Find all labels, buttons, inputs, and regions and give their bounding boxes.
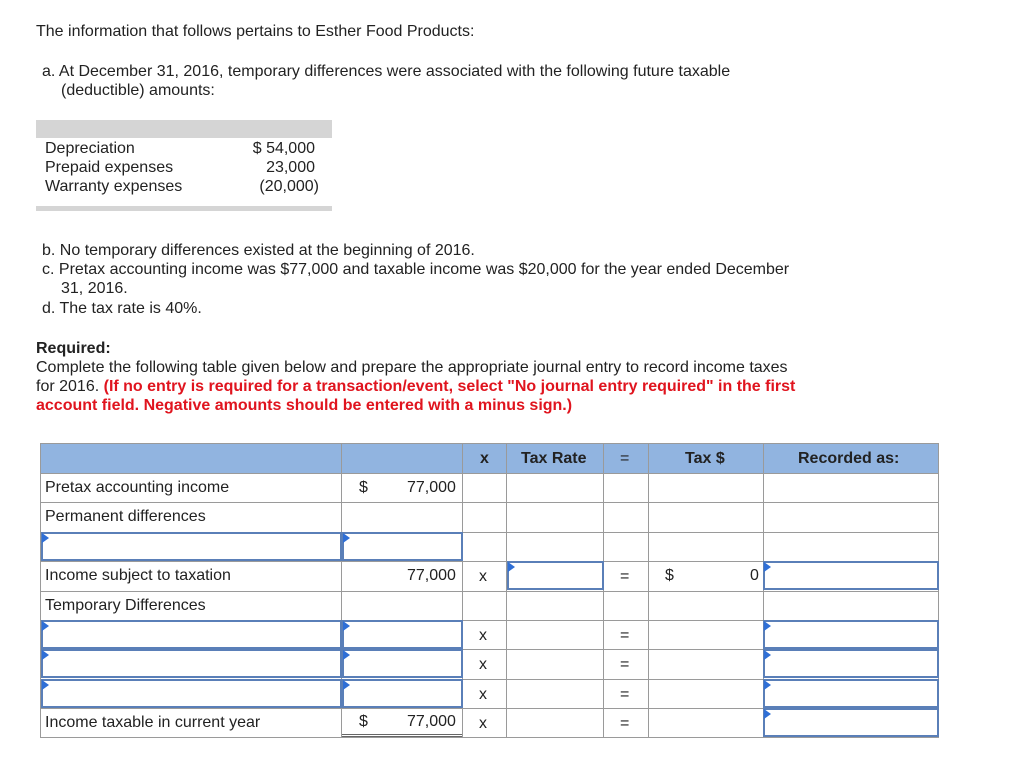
equals-sign: = (620, 627, 630, 644)
tax-amount: 0 (750, 567, 759, 584)
pretax-label: Pretax accounting income (45, 479, 230, 496)
recorded-as-input[interactable] (763, 649, 939, 678)
permanent-amount-input[interactable] (342, 532, 463, 561)
required-line2-red: (If no entry is required for a transaction/event, select "No journal entry required" in the first (103, 378, 796, 395)
current-amount: 77,000 (407, 713, 456, 730)
small-table-row (45, 140, 325, 160)
temp-diff-amount-input[interactable] (342, 679, 463, 708)
equals-sign: = (620, 715, 630, 732)
small-table-row (45, 159, 325, 179)
temp-diff-amount-input[interactable] (342, 649, 463, 678)
tax-dollar-sign: $ (665, 567, 674, 584)
item-a-line2: (deductible) amounts: (61, 82, 215, 99)
double-underline (342, 734, 462, 737)
row-value: $ 54,000 (252, 140, 315, 157)
header-x: x (480, 450, 489, 467)
temporary-differences-label: Temporary Differences (45, 597, 206, 614)
small-table-row (45, 178, 325, 198)
equals-sign: = (620, 686, 630, 703)
equals-sign: = (620, 656, 630, 673)
required-line1: Complete the following table given below and prepare the appropriate journal entry to record income taxes (36, 359, 788, 376)
item-a-line1: a. At December 31, 2016, temporary differences were associated with the following future taxable (42, 63, 731, 80)
required-heading: Required: (36, 340, 111, 357)
required-line2 (36, 377, 795, 396)
permanent-account-input[interactable] (41, 532, 342, 561)
tax-worksheet-table (40, 443, 939, 738)
temp-diff-account-input[interactable] (41, 679, 342, 708)
pretax-amount: 77,000 (407, 479, 456, 496)
small-table-top-band (36, 120, 332, 138)
header-recorded-as: Recorded as: (798, 450, 900, 467)
row-value: (20,000) (259, 178, 319, 195)
recorded-as-input[interactable] (763, 708, 939, 737)
header-equals: = (620, 450, 630, 467)
temp-diff-amount-input[interactable] (342, 620, 463, 649)
item-c-line1: c. Pretax accounting income was $77,000 and taxable income was $20,000 for the year ended December (42, 261, 790, 278)
intro-text: The information that follows pertains to Esther Food Products: (36, 23, 475, 40)
times-sign: x (479, 568, 487, 585)
current-dollar-sign: $ (359, 713, 368, 730)
item-b: b. No temporary differences existed at the beginning of 2016. (42, 242, 475, 259)
times-sign: x (479, 627, 487, 644)
item-c-line2: 31, 2016. (61, 280, 128, 297)
times-sign: x (479, 715, 487, 732)
item-d: d. The tax rate is 40%. (42, 300, 202, 317)
times-sign: x (479, 656, 487, 673)
required-line2-plain: for 2016. (36, 378, 100, 395)
tax-rate-input[interactable] (507, 561, 604, 590)
required-line3: account field. Negative amounts should be entered with a minus sign.) (36, 397, 573, 414)
row-value: 23,000 (266, 159, 315, 176)
header-tax-rate: Tax Rate (521, 450, 587, 467)
temp-diff-account-input[interactable] (41, 620, 342, 649)
permanent-differences-label: Permanent differences (45, 508, 206, 525)
income-taxable-current-label: Income taxable in current year (45, 714, 261, 731)
row-label: Prepaid expenses (45, 159, 174, 176)
temp-diff-account-input[interactable] (41, 649, 342, 678)
income-subject-amount: 77,000 (407, 567, 456, 584)
header-tax-dollars: Tax $ (685, 450, 725, 467)
recorded-as-input[interactable] (763, 561, 939, 590)
times-sign: x (479, 686, 487, 703)
pretax-dollar-sign: $ (359, 479, 368, 496)
small-table-bottom-band (36, 206, 332, 211)
recorded-as-input[interactable] (763, 679, 939, 708)
equals-sign: = (620, 568, 630, 585)
row-label: Warranty expenses (45, 178, 183, 195)
row-label: Depreciation (45, 140, 135, 157)
recorded-as-input[interactable] (763, 620, 939, 649)
income-subject-label: Income subject to taxation (45, 567, 231, 584)
